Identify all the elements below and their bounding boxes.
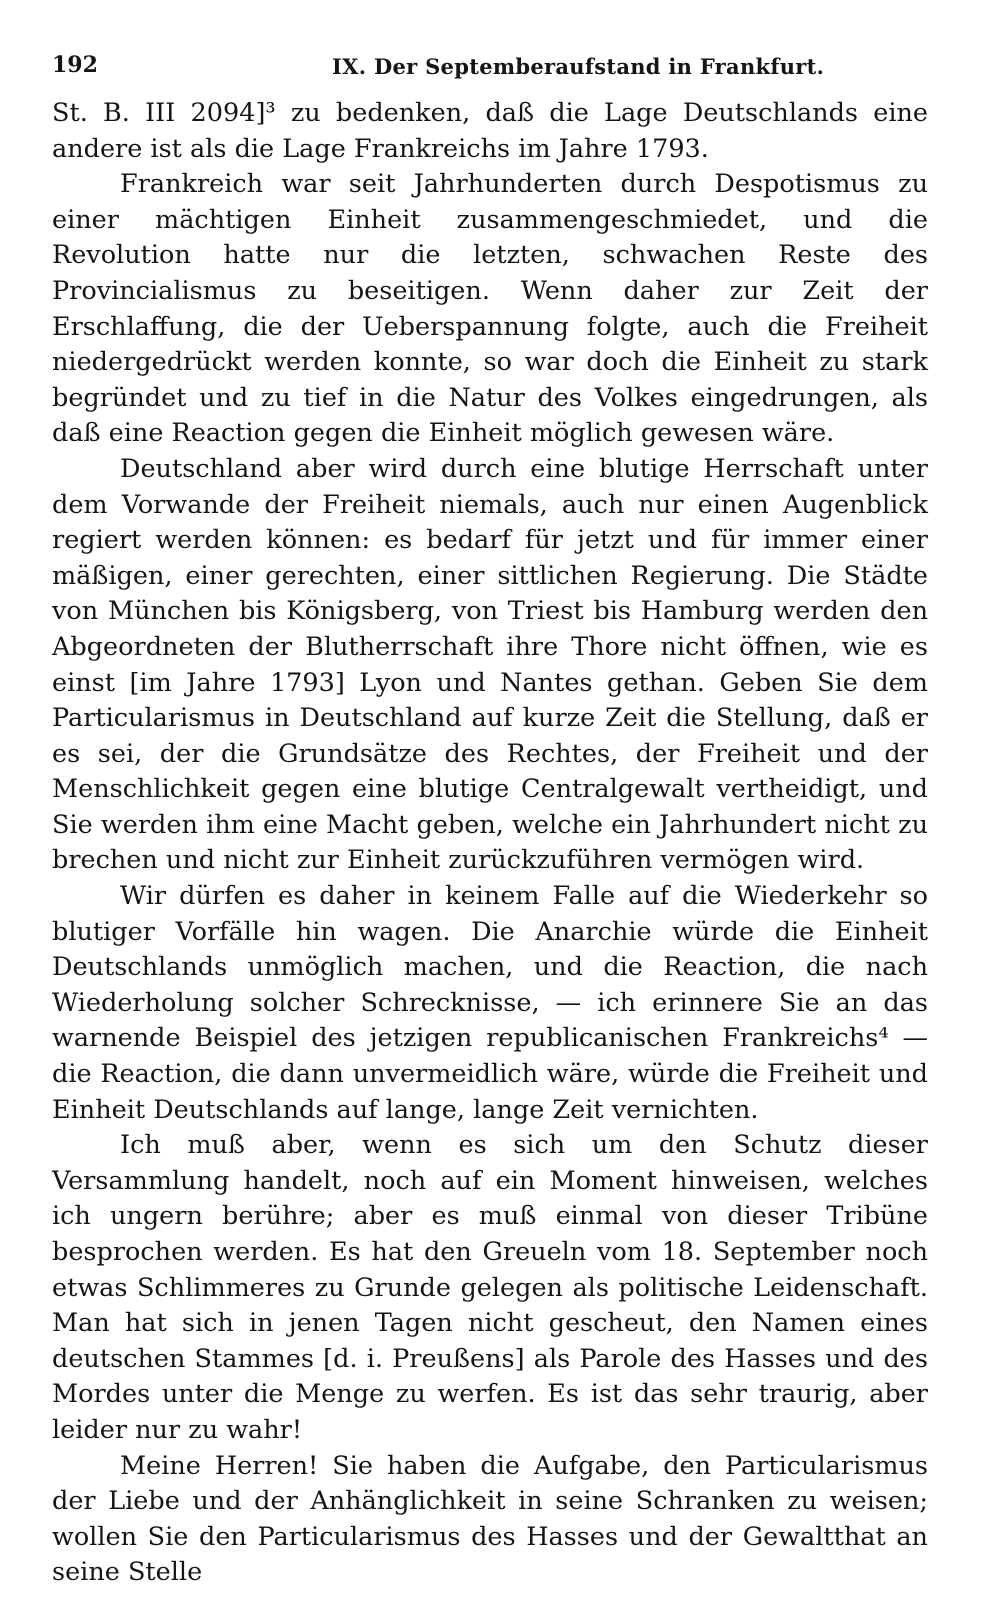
paragraph-1: St. B. III 2094]³ zu bedenken, daß die Lage Deutschlands eine andere ist als die Lage Frankreichs im Jahre 1793. xyxy=(52,98,928,164)
paragraph-5: Ich muß aber, wenn es sich um den Schutz dieser Versammlung handelt, noch auf ein Moment hinweisen, welches ich ungern berühre; aber es muß einmal von dieser Tribüne besprochen werden. Es hat den Greueln vom 18. September noch etwas Schlimmeres zu Grunde gelegen als politische Leidenschaft. Man hat sich in jenen Tagen nicht gescheut, den Namen eines deutschen Stammes [d. i. Preußens] als Parole des Hasses und des Mordes unter die Menge zu werfen. Es ist das sehr traurig, aber leider nur zu wahr! xyxy=(52,1130,928,1445)
paragraph-4: Wir dürfen es daher in keinem Falle auf die Wiederkehr so blutiger Vorfälle hin wagen. Die Anarchie würde die Einheit Deutschlands unmöglich machen, und die Reaction, die nach Wiederholung solcher Schrecknisse, — ich erinnere Sie an das warnende Beispiel des jetzigen republicanischen Frankreichs⁴ — die Reaction, die dann unvermeidlich wäre, würde die Freiheit und Einheit Deutschlands auf lange, lange Zeit vernichten. xyxy=(52,881,928,1125)
paragraph-6: Meine Herren! Sie haben die Aufgabe, den Particularismus der Liebe und der Anhänglichkeit in seine Schranken zu weisen; wollen Sie den Particularismus des Hasses und der Gewaltthat an seine Stelle xyxy=(52,1450,928,1588)
page-number: 192 xyxy=(52,52,98,78)
page-header xyxy=(52,52,928,96)
paragraph-2: Frankreich war seit Jahrhunderten durch Despotismus zu einer mächtigen Einheit zusammengeschmiedet, und die Revolution hatte nur die letzten, schwachen Reste des Provincialismus zu beseitigen. Wenn daher zur Zeit der Erschlaffung, die der Ueberspannung folgte, auch die Freiheit niedergedrückt werden konnte, so war doch die Einheit zu stark begründet und zu tief in die Natur des Volkes eingedrungen, als daß eine Reaction gegen die Einheit möglich gewesen wäre. xyxy=(52,169,928,449)
running-head: IX. Der Septemberaufstand in Frankfurt. xyxy=(332,54,825,79)
page-body xyxy=(52,96,928,1591)
paragraph-3: Deutschland aber wird durch eine blutige Herrschaft unter dem Vorwande der Freiheit niemals, auch nur einen Augenblick regiert werden können: es bedarf für jetzt und für immer einer mäßigen, einer gerechten, einer sittlichen Regierung. Die Städte von München bis Königsberg, von Triest bis Hamburg werden den Abgeordneten der Blutherrschaft ihre Thore nicht öffnen, wie es einst [im Jahre 1793] Lyon und Nantes gethan. Geben Sie dem Particularismus in Deutschland auf kurze Zeit die Stellung, daß er es sei, der die Grundsätze des Rechtes, der Freiheit und der Menschlichkeit gegen eine blutige Centralgewalt vertheidigt, und Sie werden ihm eine Macht geben, welche ein Jahrhundert nicht zu brechen und nicht zur Einheit zurückzuführen vermögen wird. xyxy=(52,453,928,876)
